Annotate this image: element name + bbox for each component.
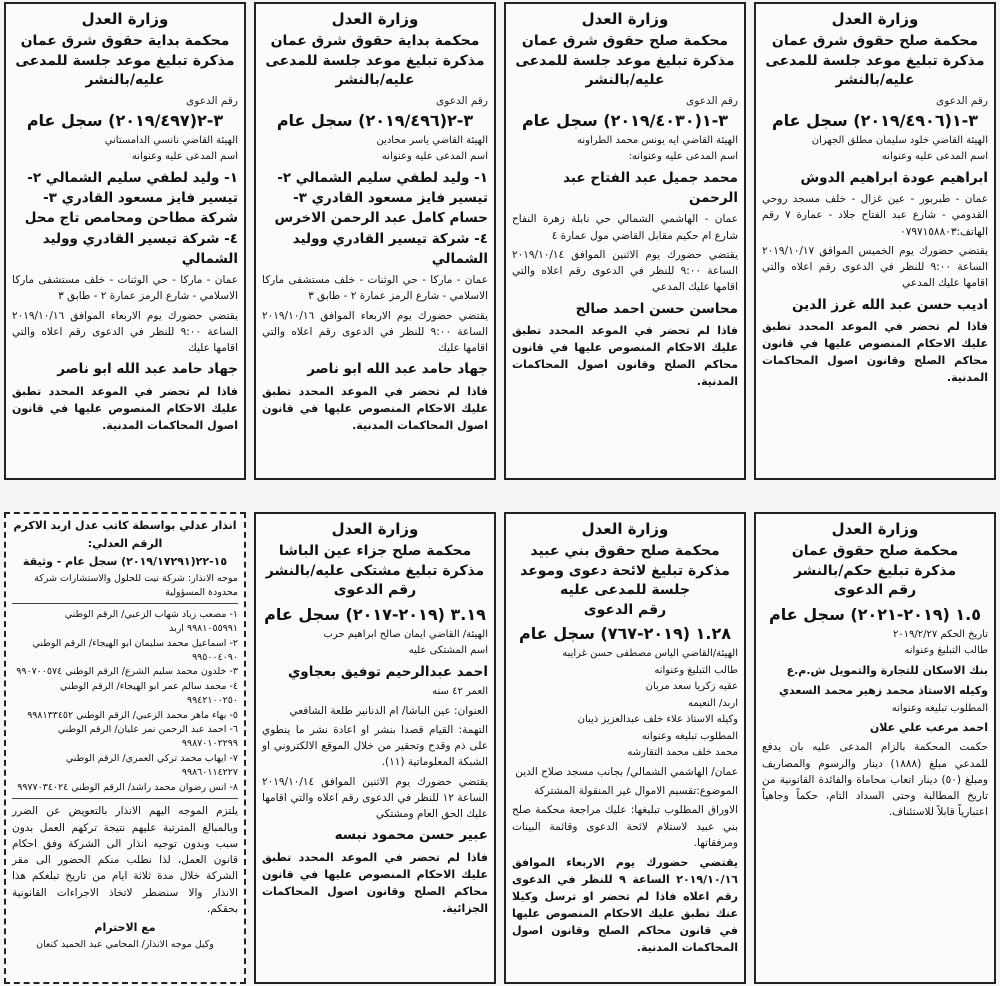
defendant-names: ١- وليد لطفي سليم الشمالي ٢- تيسير فايز مسعود القادري ٣- حسام كامل عبد الرحمن الاخرس ٤- شركة تيسير القادري ووليد الشمالي [274, 169, 488, 267]
recipient-line: ٣- خلدون محمد سليم الشرع/ الرقم الوطني ٩٩٠٧٠٠٥٧٤ [16, 666, 238, 678]
defendant-names: ابراهيم عودة ابراهيم الدوش [800, 169, 988, 186]
notice-bottom-2 [504, 512, 746, 984]
subject-text: الموضوع:تقسيم الاموال غير المنقولة المشتركة [534, 785, 738, 798]
case-number: ٣-٢(٢٠١٩/٤٩٧) سجل عام [26, 110, 224, 130]
hearing-text: يقتضي حضورك يوم الاربعاء الموافق ٢٠١٩/١٠/١٦ الساعة ٩:٠٠ للنظر في الدعوى رقم اعلاه والتي اقامها عليك [12, 309, 238, 355]
plaintiff-name: جهاد حامد عبد الله ابو ناصر [57, 361, 238, 378]
requester-label: طالب التبليغ وعنوانه [904, 645, 988, 657]
court-name: محكمة صلح حقوق شرق عمان [771, 33, 979, 49]
recipient-line: ٨- انس رضوان محمد راشد/ الرقم الوطني ٩٩٧٧٠٣٤٠٢٤ [17, 781, 238, 793]
warning-text: فاذا لم تحضر في الموعد المحدد تطبق عليك الاحكام المنصوص عليها في قانون محاكم الصلح وقانون اصول المحاكمات المدنية. [762, 319, 988, 385]
defendant-label: اسم المدعى عليه وعنوانه: [628, 151, 738, 163]
recipient-line: ١- مصعب زياد شهاب الزعبي/ الرقم الوطني ٩٩٨١٠٥٥٩٩١ اربد [64, 609, 238, 635]
plaintiff-name: اديب حسن عبد الله غرز الدين [791, 296, 988, 313]
defendant-label: اسم المدعى عليه وعنوانه [881, 151, 988, 163]
recipient-line: ٧- ايهاب محمد تركي العمري/ الرقم الوطني ٩٩٨٦٠١١٤٢٢٧ [65, 753, 238, 778]
hearing-text: يقتضي حضورك يوم الاربعاء الموافق ٢٠١٩/١٠/١٦ الساعة ٩ للنظر في الدعوى رقم اعلاه فاذا لم تحضر او ترسل وكيلا عنك تطبق عليك الاحكام المنصوص عليها في قانون محاكم الصلح وقانون اصول المحاكمات المدنية. [512, 856, 738, 955]
notice-bottom-4 [4, 512, 246, 984]
divider [12, 798, 238, 799]
court-name: محكمة صلح جزاء عين الباشا [278, 543, 472, 559]
recipient-line: ٥- بهاء ماهر محمد الزعبي/ الرقم الوطني ٩٩٨١٣٣٤٥٢ [27, 709, 238, 721]
notice-title: مذكرة تبليغ موعد جلسة للمدعى عليه/بالنشر [515, 52, 735, 89]
notice-top-3 [254, 2, 496, 480]
warning-heading: انذار عدلي بواسطة كاتب عدل اربد الاكرم [13, 519, 237, 532]
hearing-text: يقتضي حضورك يوم الخميس الموافق ٢٠١٩/١٠/١٧ الساعة ٩:٠٠ للنظر في الدعوى رقم اعلاه والتي اقامها عليك المدعي [762, 244, 988, 290]
recipient-line: ٦- احمد عبد الرحمن نمر عليان/ الرقم الوطني ٩٩٨٧٠١٠٢٢٩٩ [57, 724, 238, 750]
judge-panel: الهيئة القاضي نانسي الدامستاني [104, 134, 238, 146]
defendant-address: عمان - ماركا - حي الوثنات - خلف مستشفى ماركا الاسلامي - شارع الرمز عمارة ٢ - طابق ٣ [12, 274, 238, 303]
defendant-address: عمان - ماركا - حي الوثنات - خلف مستشفى ماركا الاسلامي - شارع الرمز عمارة ٢ - طابق ٣ [262, 274, 488, 303]
defendant-address: عمان - طبربور - عين غزال - خلف مسجد روحي القدومي - شارع عبد الفتاح جلاد - عمارة ٧ رقم الهاتف:٠٧٩٧١٥٨٨٠٣ [762, 193, 988, 238]
hearing-text: يقتضي حضورك يوم الاثنين الموافق ٢٠١٩/١٠/١٤ الساعة ٩:٠٠ للنظر في الدعوى رقم اعلاه والتي اقامها عليك المدعي [512, 248, 738, 294]
judgment-date: تاريخ الحكم ٢٠١٩/٢/٢٧ [892, 628, 988, 640]
case-label: رقم الدعوى [833, 582, 917, 599]
case-number: ٣.١٩ (٢٠١٩-٢٠١٧) سجل عام [264, 604, 486, 624]
accused-age: العمر ٤٢ سنه [432, 686, 488, 698]
ministry-title: وزارة العدل [581, 10, 669, 28]
recipient-line: ٤- محمد سالم عمر ابو الهيجاء/ الرقم الوطني ٩٩٤٢١٠٠٢٥٠ [60, 681, 238, 706]
case-label: رقم الدعوى [936, 94, 988, 107]
case-label: رقم الدعوى [686, 94, 738, 107]
notified-label: المطلوب تبليغه وعنوانه [891, 702, 988, 714]
accused-label: اسم المشتكى عليه [408, 645, 488, 657]
closing-text: مع الاحترام [94, 921, 156, 935]
hearing-text: يقتضي حضورك يوم الاثنين الموافق ٢٠١٩/١٠/١٤ الساعة ١٢ للنظر في الدعوى رقم اعلاه والتي اقامها عليك الحق العام ومشتكي [262, 775, 489, 821]
ministry-title: وزارة العدل [831, 520, 919, 538]
judge-panel: الهيئة القاضي ياسر محادين [376, 134, 488, 146]
notice-title: مذكرة تبليغ لائحة دعوى وموعد جلسة للمدعى عليه [520, 562, 730, 599]
notice-top-2 [504, 2, 746, 480]
signature-text: وكيل موجه الانذار/ المحامي عبد الحميد كنعان [36, 939, 214, 951]
ministry-title: وزارة العدل [831, 10, 919, 28]
plaintiff-name: محاسن حسن احمد صالح [575, 300, 738, 317]
accused-name: احمد عبدالرحيم توفيق بعجاوي [287, 663, 488, 680]
court-name: محكمة صلح حقوق بني عبيد [530, 543, 720, 559]
hearing-text: يقتضي حضورك يوم الاربعاء الموافق ٢٠١٩/١٠/١٦ الساعة ٩:٠٠ للنظر في الدعوى رقم اعلاه والتي اقامها عليك [262, 309, 488, 355]
charge-text: التهمة: القيام قصدا بنشر او اعادة نشر ما ينطوي على ذم وقدح وتحقير من خلال الموقع الالكتروني او الشبكة المعلوماتية (١١). [262, 723, 488, 769]
documents-text: الاوراق المطلوب تبليغها: عليك مراجعة محكمة صلح بني عبيد لاستلام لائحة الدعوى وقائمة البينات ومرفقاتها. [512, 804, 738, 849]
case-number: ٣-٢(٢٠١٩/٤٩٦) سجل عام [276, 110, 474, 130]
notice-title: مذكرة تبليغ موعد جلسة للمدعى عليه/بالنشر [265, 52, 485, 89]
defendant-label: اسم المدعى عليه وعنوانه [381, 151, 488, 163]
case-label: رقم الدعوى [583, 601, 667, 618]
requester-name: بنك الاسكان للتجارة والتمويل ش.م.ع [786, 663, 988, 677]
court-name: محكمة صلح حقوق عمان [791, 543, 959, 559]
case-number: ٣-١(٢٠١٩/٤٠٣٠) سجل عام [521, 110, 729, 130]
notary-number-label: الرقم العدلي: [87, 536, 163, 550]
notice-top-4 [4, 2, 246, 480]
top-row [0, 2, 1000, 480]
court-name: محكمة صلح حقوق شرق عمان [521, 33, 729, 49]
requester-city: اربد/ النعيمه [687, 697, 738, 709]
divider [12, 603, 238, 604]
case-number: ١.٢٨ (٢٠١٩-٧٦٧) سجل عام [519, 624, 731, 644]
agent-name: وكيله الاستاذ علاء خلف عبدالعزيز ذيبان [577, 714, 738, 726]
requester-label: طالب التبليغ وعنوانه [654, 664, 738, 676]
case-number: ٣-١(٢٠١٩/٤٩٠٦) سجل عام [771, 110, 979, 130]
warning-text: فاذا لم تحضر في الموعد المحدد تطبق عليك الاحكام المنصوص عليها في قانون اصول المحاكمات المدنية. [262, 384, 488, 432]
bottom-row [0, 512, 1000, 984]
judge-panel: الهيئة القاضي خلود سليمان مطلق الجهران [811, 134, 988, 146]
notice-title: مذكرة تبليغ مشتكى عليه/بالنشر [265, 562, 485, 579]
defendant-address: عمان - الهاشمي الشمالي حي نابلة زهرة النفاح شارع ام حكيم مقابل القاضي مول عمارة ٤ [512, 213, 738, 242]
ministry-title: وزارة العدل [331, 520, 419, 538]
notice-title: مذكرة تبليغ حكم/بالنشر [793, 562, 957, 579]
notary-reference: ١٥-٢٢(٢٠١٩/١٧٢٩١) سجل عام - وثيقة [22, 554, 228, 568]
notice-top-1 [754, 2, 996, 480]
notified-address: عمان/ الهاشمي الشمالي/ بجانب مسجد صلاح الدين [515, 765, 738, 778]
notice-title: مذكرة تبليغ موعد جلسة للمدعى عليه/بالنشر [15, 52, 235, 89]
defendant-names: محمد جميل عبد الفتاح عبد الرحمن [563, 169, 738, 207]
judgment-body: حكمت المحكمة بالزام المدعى عليه بان يدفع للمدعي مبلغ (١٨٨٨) دينار والرسوم والمصاريف ومبلغ (٥٠) دينار اتعاب محاماة والفائدة القانونية من تاريخ المطالبة وحتى السداد التام، حكماً وجاهياً اعتبارياً قابلاً للاستئناف. [762, 741, 988, 819]
case-number: ١.٥ (٢٠١٩-٢٠٢١) سجل عام [769, 604, 981, 624]
notice-title: مذكرة تبليغ موعد جلسة للمدعى عليه/بالنشر [765, 52, 985, 89]
case-label: رقم الدعوى [436, 94, 488, 107]
judge-panel: الهيئة/ القاضي ايمان صالح ابراهيم حرب [323, 628, 488, 640]
ministry-title: وزارة العدل [581, 520, 669, 538]
ministry-title: وزارة العدل [81, 10, 169, 28]
agent-name: وكيله الاستاذ محمد زهير محمد السعدي [778, 683, 988, 697]
sender-text: موجه الانذار: شركة نيت للحلول والاستشارات شركة محدودة المسؤولية [34, 572, 238, 598]
court-name: محكمة بداية حقوق شرق عمان [270, 33, 480, 49]
court-name: محكمة بداية حقوق شرق عمان [20, 33, 230, 49]
plaintiff-name: جهاد حامد عبد الله ابو ناصر [307, 361, 488, 378]
defendant-label: اسم المدعى عليه وعنوانه [131, 151, 238, 163]
warning-text: فاذا لم تحضر في الموعد المحدد تطبق عليك الاحكام المنصوص عليها في قانون محاكم الصلح وقانون اصول المحاكمات المدنية. [512, 323, 738, 388]
ministry-title: وزارة العدل [331, 10, 419, 28]
requester-name: عقيه زكريا سعد مربان [645, 681, 738, 693]
judge-panel: الهيئة القاضي ايه يونس محمد الطراونه [576, 134, 738, 146]
defendant-names: ١- وليد لطفي سليم الشمالي ٢- تيسير فايز مسعود القادري ٣- شركة مطاحن ومحامص تاج محل ٤- شركة تيسير القادري ووليد الشمالي [24, 169, 238, 267]
notified-name: احمد مرعب علي علان [869, 721, 988, 735]
complainant-name: عبير حسن محمود نبسه [334, 827, 488, 844]
judge-panel: الهيئة/القاضي الياس مصطفى حسن غرايبه [562, 648, 738, 660]
recipient-line: ٢- اسماعيل محمد سليمان ابو الهيجاء/ الرقم الوطني ٩٩٥٠٠٤٠٩٠ [32, 637, 238, 663]
warning-text: فاذا لم تحضر في الموعد المحدد تطبق عليك الاحكام المنصوص عليها في قانون محاكم الصلح وقانون اصول المحاكمات الجزائية. [262, 850, 488, 915]
case-label: رقم الدعوى [333, 582, 417, 599]
warning-body: يلتزم الموجه اليهم الانذار بالتعويض عن الضرر وبالمبالغ المترتبة عليهم نتيجة تركهم العمل بدون سبب وبدون توجيه انذار الى الشركة وفق احكام قانون العمل، لذا نطلب منكم الحضور الى مقر الشركة خلال مدة ثلاثة ايام من تاريخ تبلغكم هذا الانذار والا سنضطر لاتخاذ الاجراءات القانونية بحقكم. [12, 805, 238, 915]
notice-bottom-3 [254, 512, 496, 984]
notice-bottom-1 [754, 512, 996, 984]
accused-address: العنوان: عين الباشا/ ام الدنانير طلعة الشافعي [289, 704, 488, 717]
notified-label: المطلوب تبليغه وعنوانه [641, 730, 738, 742]
warning-text: فاذا لم تحضر في الموعد المحدد تطبق عليك الاحكام المنصوص عليها في قانون اصول المحاكمات المدنية. [12, 384, 238, 432]
case-label: رقم الدعوى [186, 94, 238, 107]
notified-name: محمد خلف محمد التقارشه [627, 747, 738, 759]
